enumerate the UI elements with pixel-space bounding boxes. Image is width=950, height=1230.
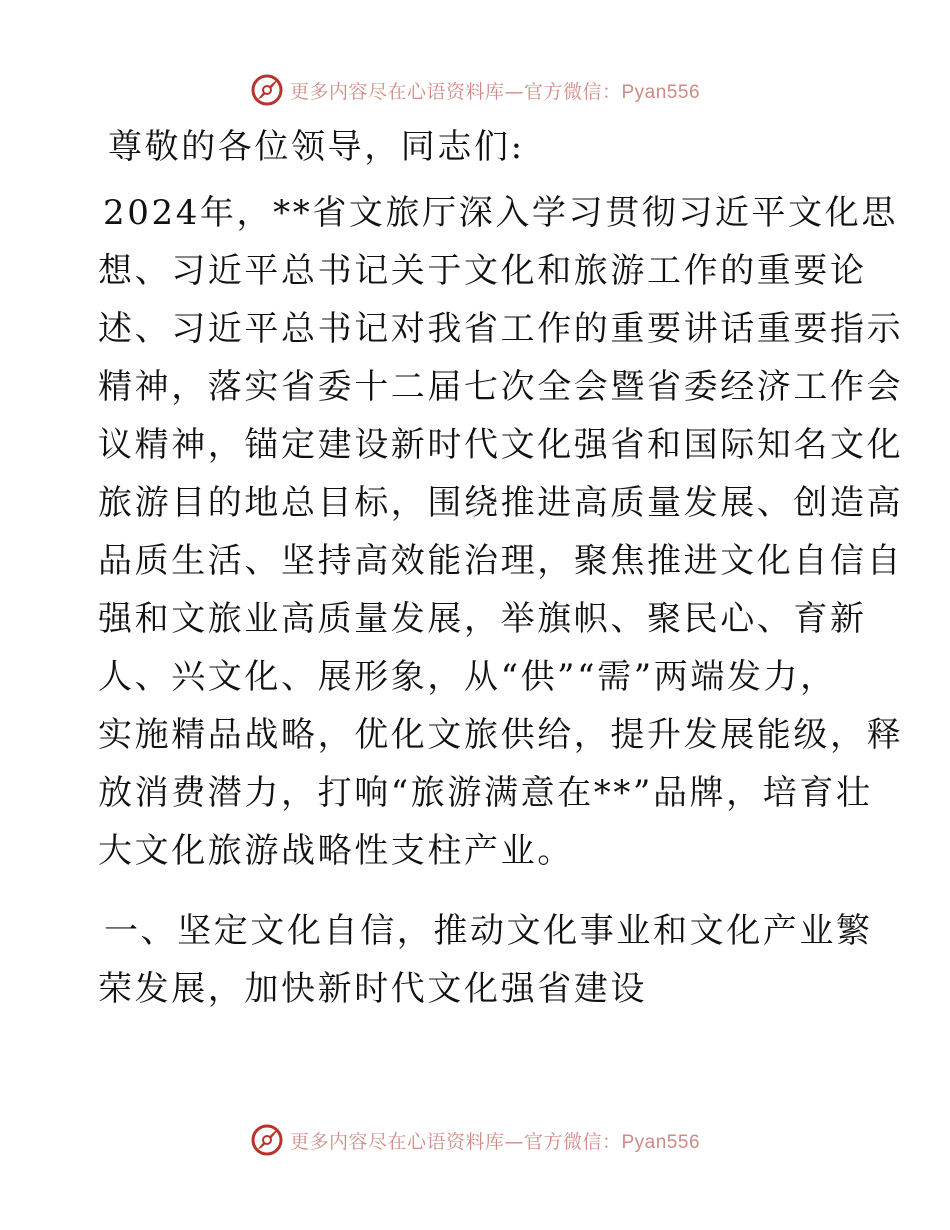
paragraph-line: 大文化旅游战略性支柱产业。 (98, 831, 574, 871)
section-heading (98, 902, 873, 1018)
paragraph-line: 旅游目的地总目标，围绕推进高质量发展、创造高 (98, 483, 904, 523)
header-watermark (0, 68, 950, 112)
paragraph-line: 人、兴文化、展形象，从“供”“需”两端发力， (98, 657, 837, 697)
paragraph-line: 想、习近平总书记关于文化和旅游工作的重要论 (98, 251, 867, 291)
watermark-text: 更多内容尽在心语资料库—官方微信：Pyan556 (289, 80, 701, 103)
watermark-text: 更多内容尽在心语资料库—官方微信：Pyan556 (289, 1130, 701, 1153)
paragraph-line: 议精神，锚定建设新时代文化强省和国际知名文化 (98, 425, 904, 465)
paragraph-line: 品质生活、坚持高效能治理，聚焦推进文化自信自 (98, 541, 904, 581)
paragraph-line: 述、习近平总书记对我省工作的重要讲话重要指示 (98, 309, 904, 349)
heading-line: 一、坚定文化自信，推动文化事业和文化产业繁 (104, 911, 873, 951)
opening-paragraph (98, 184, 904, 880)
paragraph-line: 实施精品战略，优化文旅供给，提升发展能级，释 (98, 715, 904, 755)
document-body (98, 118, 904, 1018)
salutation: 尊敬的各位领导，同志们: (108, 127, 525, 167)
paragraph-line: 强和文旅业高质量发展，举旗帜、聚民心、育新 (98, 599, 867, 639)
paragraph-line: 放消费潜力，打响“旅游满意在**”品牌，培育壮 (98, 773, 873, 813)
quill-logo-icon (250, 73, 284, 107)
paragraph-line: 精神，落实省委十二届七次全会暨省委经济工作会 (98, 367, 904, 407)
heading-line: 荣发展，加快新时代文化强省建设 (98, 969, 647, 1009)
paragraph-line: 2024年，**省文旅厅深入学习贯彻习近平文化思 (103, 193, 898, 233)
footer-watermark (0, 1118, 950, 1162)
quill-logo-icon (250, 1123, 284, 1157)
